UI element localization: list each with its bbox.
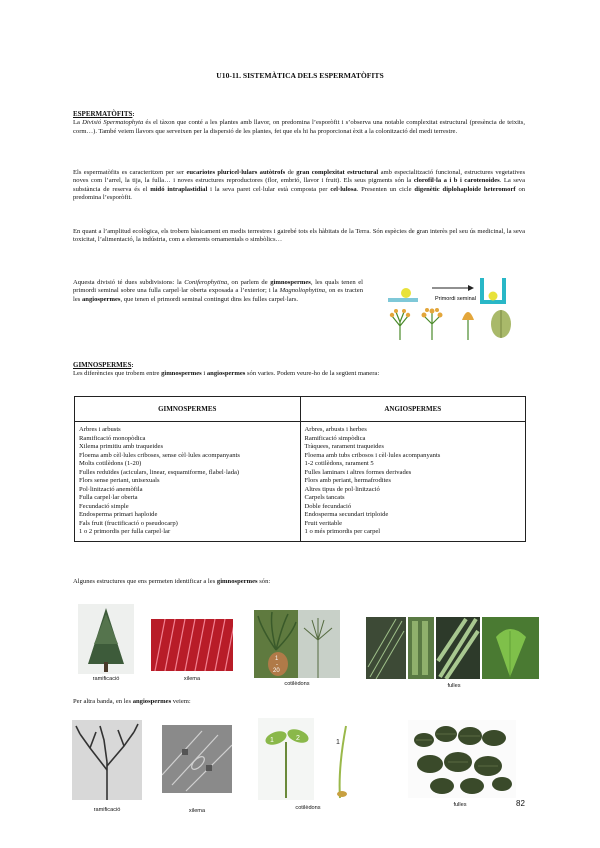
espermatofits-paragraph-3: En quant a l’amplitud ecològica, els trobem bàsicament en medis terrestres i gairebé tots els hàbitats de la Terra. Són espècies de gran interès pel seu ús medicinal, la seva toxicitat, l’alimentació, la indústria, com a elements ornamentals o simbòlics… xyxy=(73,228,525,244)
table-row-angio: Carpels tancats xyxy=(304,494,345,501)
angio-caption-xilema: xilema xyxy=(188,808,206,814)
page-number: 82 xyxy=(516,799,525,808)
table-row-gimno: Pol·linització anemòfila xyxy=(79,485,143,493)
table-row-gimno: 1 o 2 primordis per fulla carpel·lar xyxy=(79,528,171,535)
angio-fulles-photo xyxy=(408,720,516,798)
gimno-caption-cotiledons: cotilèdons xyxy=(284,681,310,687)
table-row-angio: 1 o més primordis per carpel xyxy=(304,528,381,535)
gimno-cotiledons-photo xyxy=(254,610,340,678)
table-row-gimno: Ramificació monopòdica xyxy=(79,434,146,442)
table-row-angio: Fulles laminars i altres formes derivades xyxy=(304,468,412,476)
table-row-gimno: Fulla carpel·lar oberta xyxy=(79,494,138,501)
table-row-angio: Fruit veritable xyxy=(304,519,343,527)
espermatofits-paragraph-2: Els espermatòfits es caracteritzen per ser eucariotes pluricel·lulars autòtrofs de gran complexitat estructural amb especialització funcional, estructures vegetatives noves com l’arrel, la tija, la fulla… i noves estructures reproductores (flor, embrió, llavor i fruit). Els seus pigments són la clorofil·la a i b i carotenoides. La seva substància de reserva és el midó intraplastidial i la seva paret cel·lular està composta per cel·lulosa. Presenten un cicle digenètic diplohaploide heteromorf on predomina l’esporòfit. xyxy=(73,169,526,201)
table-row-angio: 1-2 cotilèdons, rarament 5 xyxy=(304,460,374,467)
angio-ramification-photo xyxy=(72,720,142,800)
table-row-gimno: Molts cotilèdons (1-20) xyxy=(79,460,142,467)
table-row-gimno: Fulles reduïdes (aciculars, linear, esquamiforme, flabel·lada) xyxy=(79,468,240,476)
gimno-caption-xilema: xilema xyxy=(183,676,201,682)
espermatofits-section: ESPERMATÒFITS: La Divisió Spermatophyta és el tàxon que conté a les plantes amb llavor, on predomina l’esporòfit i s’observa una notable complexitat estructural (presència de teixits, corm…). També veiem llavors que serveixen per la dispersió de les plantes, fet que els hi ha proporcionat èxit a la colonització del medi terrestre. xyxy=(73,110,525,135)
table-column-angiospermes xyxy=(300,422,526,542)
angio-caption-fulles: fulles xyxy=(453,802,467,808)
gimnospermes-intro: Les diferències que trobem entre gimnospermes i angiospermes són varies. Podem veure-ho de la següent manera: xyxy=(73,370,380,378)
table-row-gimno: Flors sense periant, unisexuals xyxy=(79,477,160,484)
gimno-caption-fulles: fulles xyxy=(447,683,461,689)
angio-caption-ramificacio: ramificació xyxy=(93,807,121,813)
angio-structures-intro: Per altra banda, en les angiospermes veiem: xyxy=(73,698,191,705)
dicot-label-1: 1 xyxy=(270,737,274,744)
page-title: U10-11. SISTEMÀTICA DELS ESPERMATÒFITS xyxy=(216,71,384,80)
table-column-gimnospermes xyxy=(75,422,301,542)
monocot-label-1: 1 xyxy=(336,739,340,746)
angio-caption-cotiledons: cotilèdons xyxy=(295,805,321,811)
table-row-gimno: Xilema primitiu amb traqueides xyxy=(79,443,164,450)
cotiledon-dash-label: - xyxy=(276,662,278,668)
table-header-angiospermes: ANGIOSPERMES xyxy=(300,397,526,422)
espermatofits-heading: ESPERMATÒFITS xyxy=(73,110,133,118)
table-row-angio: Ramificació simpòdica xyxy=(304,434,366,442)
comparison-table xyxy=(74,396,526,542)
gimno-caption-ramificacio: ramificació xyxy=(92,676,120,682)
table-row-gimno: Arbres i arbusts xyxy=(79,426,121,433)
cotiledon-range-label: 20 xyxy=(273,668,280,674)
table-header-gimnospermes: GIMNOSPERMES xyxy=(75,397,301,422)
table-row-angio: Arbres, arbusts i herbes xyxy=(304,426,367,433)
table-row-angio: Flors amb periant, hermafrodites xyxy=(304,477,391,484)
espermatofits-paragraph-4: Aquesta divisió té dues subdivisions: la Coniferophytina, on parlem de gimnospermes, les quals tenen el primordi seminal sobre una fulla carpel·lar oberta exposada a l’exterior; i la Magnoliophytina, on es tracten les angiospermes, que tenen el primordi seminal contingut dins les fulles carpel·lars. xyxy=(73,279,363,303)
espermatofits-paragraph-1: La Divisió Spermatophyta és el tàxon que conté a les plantes amb llavor, on predomina l’esporòfit i s’observa una notable complexitat estructural (presència de teixits, corm…). També veiem llavors que serveixen per la dispersió de les plantes, fet que els hi ha proporcionat èxit a la colonització del medi terrestre. xyxy=(73,119,525,135)
gimno-xilema-photo xyxy=(151,619,233,671)
primordi-seminal-label: Primordi seminal xyxy=(435,296,476,302)
table-row-angio: Endosperma secundari triploide xyxy=(304,511,389,518)
primordi-seminal-diagram xyxy=(386,276,520,342)
table-row-gimno: Endosperma primari haploide xyxy=(79,511,158,518)
table-row-angio: Tràquees, rarament traqueides xyxy=(304,443,384,450)
angio-xilema-photo xyxy=(162,725,232,793)
gimno-fulles-photos xyxy=(366,617,539,679)
table-row-gimno: Fals fruit (fructificació o pseudocarp) xyxy=(79,519,178,527)
gimnospermes-heading: GIMNOSPERMES xyxy=(73,361,132,369)
table-row-angio: Doble fecundació xyxy=(304,502,352,510)
table-row-gimno: Fecundació simple xyxy=(79,502,129,510)
gimno-structures-intro: Algunes estructures que ens permeten identificar a les gimnospermes són: xyxy=(73,578,271,585)
angio-cotiledons-photo xyxy=(258,718,358,800)
gimno-ramification-photo xyxy=(78,604,134,674)
gimnospermes-section: GIMNOSPERMES: Les diferències que trobem entre gimnospermes i angiospermes són varies. Podem veure-ho de la següent manera: xyxy=(73,361,525,379)
dicot-label-2: 2 xyxy=(296,735,300,742)
table-row-angio: Floema amb tubs cribosos i cèl·lules acompanyants xyxy=(304,451,441,459)
cotiledon-count-label: 1 xyxy=(275,656,279,662)
table-row-gimno: Floema amb cèl·lules criboses, sense cèl·lules acompanyants xyxy=(79,451,240,459)
table-row-angio: Altres tipus de pol·linització xyxy=(304,485,380,493)
